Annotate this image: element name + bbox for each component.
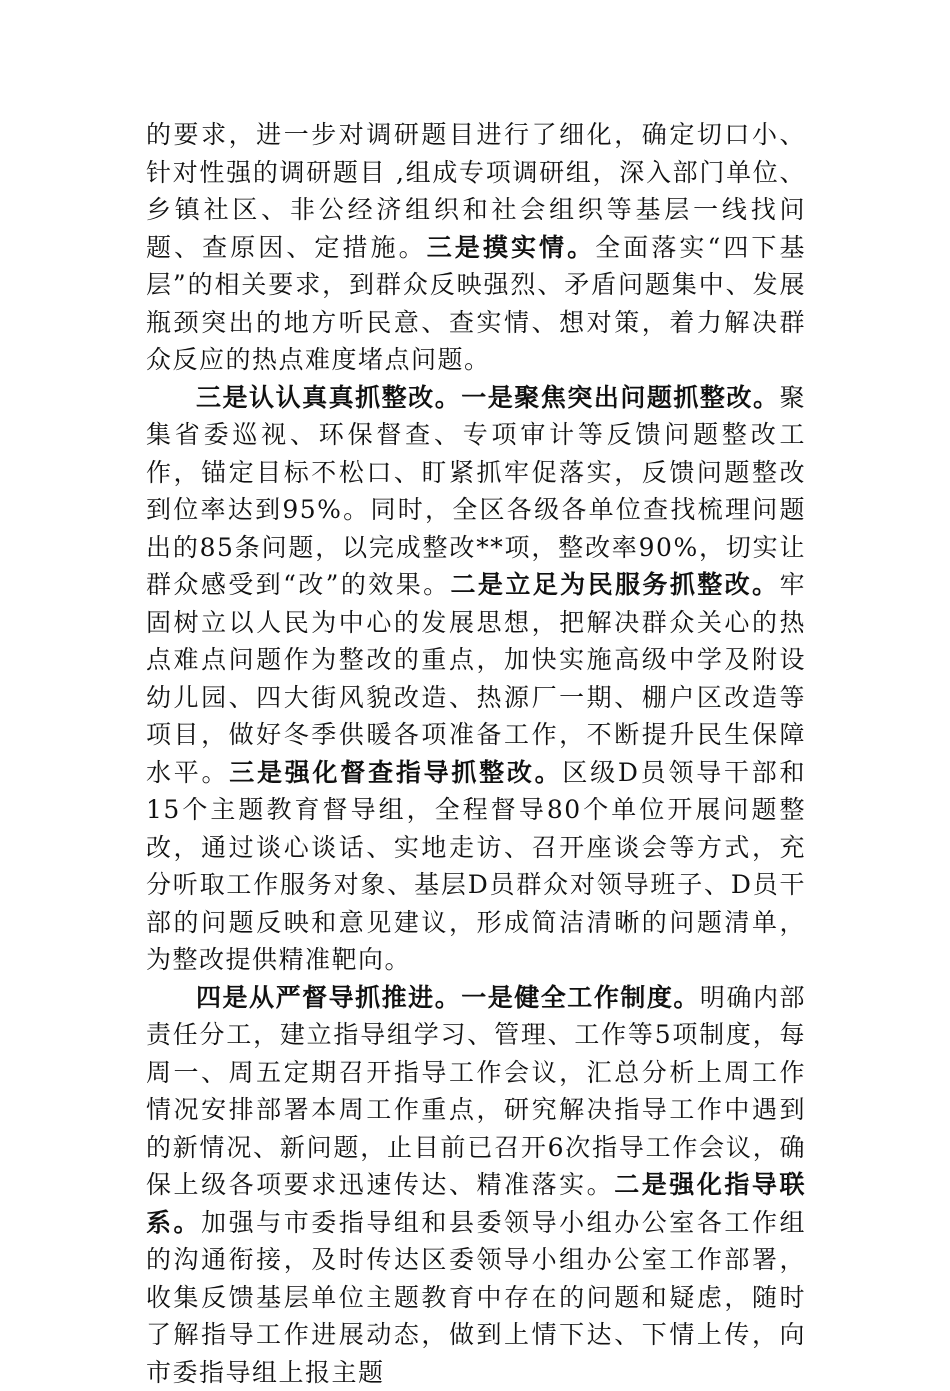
paragraph-text: 全面落实“四下基层”的相关要求，到群众反映强烈、矛盾问题集中、发展瓶颈突出的地方听民意、查实情、想对策，着力解决群众反应的热点难度堵点问题。 <box>146 233 806 375</box>
document-page <box>146 116 806 1391</box>
paragraph-text: 区级D员领导干部和15个主题教育督导组，全程督导80个单位开展问题整改，通过谈心谈话、实地走访、召开座谈会等方式，充分听取工作服务对象、基层D员群众对领导班子、D员干部的问题反映和意见建议，形成简洁清晰的问题清单，为整改提供精准靶向。 <box>146 758 806 975</box>
paragraph-text: 牢固树立以人民为中心的发展思想，把解决群众关心的热点难点问题作为整改的重点，加快实施高级中学及附设幼儿园、四大街风貌改造、热源厂一期、棚户区改造等项目，做好冬季供暖各项准备工作，不断提升民生保障水平。 <box>146 570 806 787</box>
paragraph-heading: 二是强化指导联系。 <box>146 1170 806 1237</box>
paragraph-text: 的要求，进一步对调研题目进行了细化，确定切口小、针对性强的调研题目 ,组成专项调研组，深入部门单位、乡镇社区、非公经济组织和社会组织等基层一线找问题、查原因、定措施。 <box>146 120 806 262</box>
paragraph-text: 加强与市委指导组和县委领导小组办公室各工作组的沟通衔接，及时传达区委领导小组办公室工作部署，收集反馈基层单位主题教育中存在的问题和疑虑，随时了解指导工作进展动态，做到上情下达、下情上传，向市委指导组上报主题 <box>146 1208 806 1387</box>
paragraph-research-details <box>146 116 806 379</box>
paragraph-text: 明确内部责任分工，建立指导组学习、管理、工作等5项制度，每周一、周五定期召开指导工作会议，汇总分析上周工作情况安排部署本周工作重点，研究解决指导工作中遇到的新情况、新问题，止目前已召开6次指导工作会议，确保上级各项要求迅速传达、精准落实。 <box>146 983 806 1200</box>
paragraph-heading: 三是强化督查指导抓整改。 <box>229 758 562 787</box>
paragraph-heading: 三是摸实情。 <box>427 233 595 262</box>
paragraph-heading: 二是立足为民服务抓整改。 <box>451 570 780 599</box>
paragraph-supervision <box>146 979 806 1391</box>
paragraph-heading: 四是从严督导抓推进。一是健全工作制度。 <box>196 983 700 1012</box>
paragraph-text: 聚集省委巡视、环保督查、专项审计等反馈问题整改工作，锚定目标不松口、盯紧抓牢促落实，反馈问题整改到位率达到95%。同时，全区各级各单位查找梳理问题出的85条问题，以完成整改**项，整改率90%，切实让群众感受到“改”的效果。 <box>146 383 806 600</box>
paragraph-heading: 三是认认真真抓整改。一是聚焦突出问题抓整改。 <box>196 383 779 412</box>
paragraph-rectification <box>146 379 806 979</box>
